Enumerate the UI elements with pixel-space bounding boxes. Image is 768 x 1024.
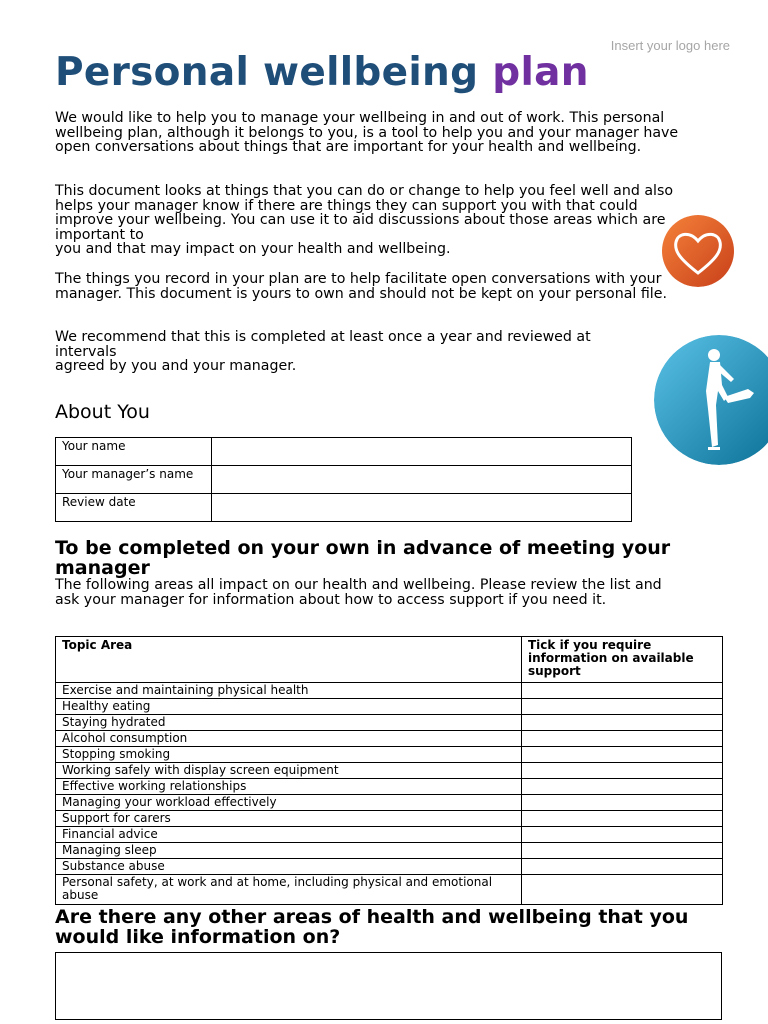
table-row xyxy=(56,843,723,859)
topic-table xyxy=(55,636,723,905)
your-name-label: Your name xyxy=(56,438,212,466)
topic-cell: Healthy eating xyxy=(56,699,522,715)
tick-cell[interactable] xyxy=(522,779,723,795)
table-row xyxy=(56,747,723,763)
review-date-label: Review date xyxy=(56,494,212,522)
tick-cell[interactable] xyxy=(522,699,723,715)
table-row xyxy=(56,683,723,699)
topic-cell: Managing your workload effectively xyxy=(56,795,522,811)
intro-paragraph-2: This document looks at things that you can do or change to help you feel well and also helps your manager know if there are things they can support you with that could improve your wellbeing. You can use it to aid discussions about those areas which are important to you and that may impact on your health and wellbeing. xyxy=(55,183,674,258)
tick-cell[interactable] xyxy=(522,859,723,875)
title-main: Personal wellbeing xyxy=(55,50,479,95)
table-row xyxy=(56,779,723,795)
tick-header: Tick if you require information on available support xyxy=(522,637,723,683)
topic-cell: Substance abuse xyxy=(56,859,522,875)
tick-cell[interactable] xyxy=(522,843,723,859)
topic-cell: Staying hydrated xyxy=(56,715,522,731)
tick-cell[interactable] xyxy=(522,715,723,731)
topic-area-header: Topic Area xyxy=(56,637,522,683)
tick-cell[interactable] xyxy=(522,731,723,747)
intro-paragraph-3: The things you record in your plan are to help facilitate open conversations with your manager. This document is yours to own and should not be kept on your personal file. xyxy=(55,271,667,302)
tick-cell[interactable] xyxy=(522,747,723,763)
topic-cell: Personal safety, at work and at home, including physical and emotional abuse xyxy=(56,875,522,905)
topic-cell: Alcohol consumption xyxy=(56,731,522,747)
about-you-heading: About You xyxy=(55,401,150,423)
title-accent: plan xyxy=(492,50,589,95)
table-row xyxy=(56,731,723,747)
tick-cell[interactable] xyxy=(522,875,723,905)
tick-cell[interactable] xyxy=(522,827,723,843)
tick-cell[interactable] xyxy=(522,811,723,827)
table-row xyxy=(56,827,723,843)
table-row xyxy=(56,715,723,731)
table-row xyxy=(56,795,723,811)
page-title xyxy=(55,50,589,95)
stretching-person-icon xyxy=(654,335,768,465)
table-row xyxy=(56,763,723,779)
table-row xyxy=(56,438,632,466)
manager-name-field[interactable] xyxy=(212,466,632,494)
about-you-table xyxy=(55,437,632,522)
topic-cell: Working safely with display screen equipment xyxy=(56,763,522,779)
your-name-field[interactable] xyxy=(212,438,632,466)
topic-cell: Financial advice xyxy=(56,827,522,843)
tick-cell[interactable] xyxy=(522,795,723,811)
table-row xyxy=(56,466,632,494)
topic-cell: Exercise and maintaining physical health xyxy=(56,683,522,699)
advance-text: The following areas all impact on our health and wellbeing. Please review the list and ask your manager for information about how to access support if you need it. xyxy=(55,577,662,608)
table-header-row xyxy=(56,637,723,683)
advance-heading: To be completed on your own in advance of meeting your manager xyxy=(55,537,671,579)
intro-paragraph-4: We recommend that this is completed at least once a year and reviewed at intervals agreed by you and your manager. xyxy=(55,329,591,375)
heart-icon xyxy=(660,215,736,287)
topic-cell: Stopping smoking xyxy=(56,747,522,763)
logo-placeholder: Insert your logo here xyxy=(610,38,730,53)
intro-paragraph-1: We would like to help you to manage your wellbeing in and out of work. This personal wellbeing plan, although it belongs to you, is a tool to help you and your manager have open conversations about things that are important for your health and wellbeing. xyxy=(55,110,679,156)
tick-cell[interactable] xyxy=(522,683,723,699)
table-row xyxy=(56,875,723,905)
topic-cell: Effective working relationships xyxy=(56,779,522,795)
tick-cell[interactable] xyxy=(522,763,723,779)
other-areas-input[interactable] xyxy=(55,952,722,1020)
topic-cell: Managing sleep xyxy=(56,843,522,859)
manager-name-label: Your manager’s name xyxy=(56,466,212,494)
table-row xyxy=(56,494,632,522)
topic-cell: Support for carers xyxy=(56,811,522,827)
review-date-field[interactable] xyxy=(212,494,632,522)
table-row xyxy=(56,859,723,875)
table-row xyxy=(56,811,723,827)
other-areas-heading: Are there any other areas of health and wellbeing that you would like information on? xyxy=(55,906,689,948)
table-row xyxy=(56,699,723,715)
